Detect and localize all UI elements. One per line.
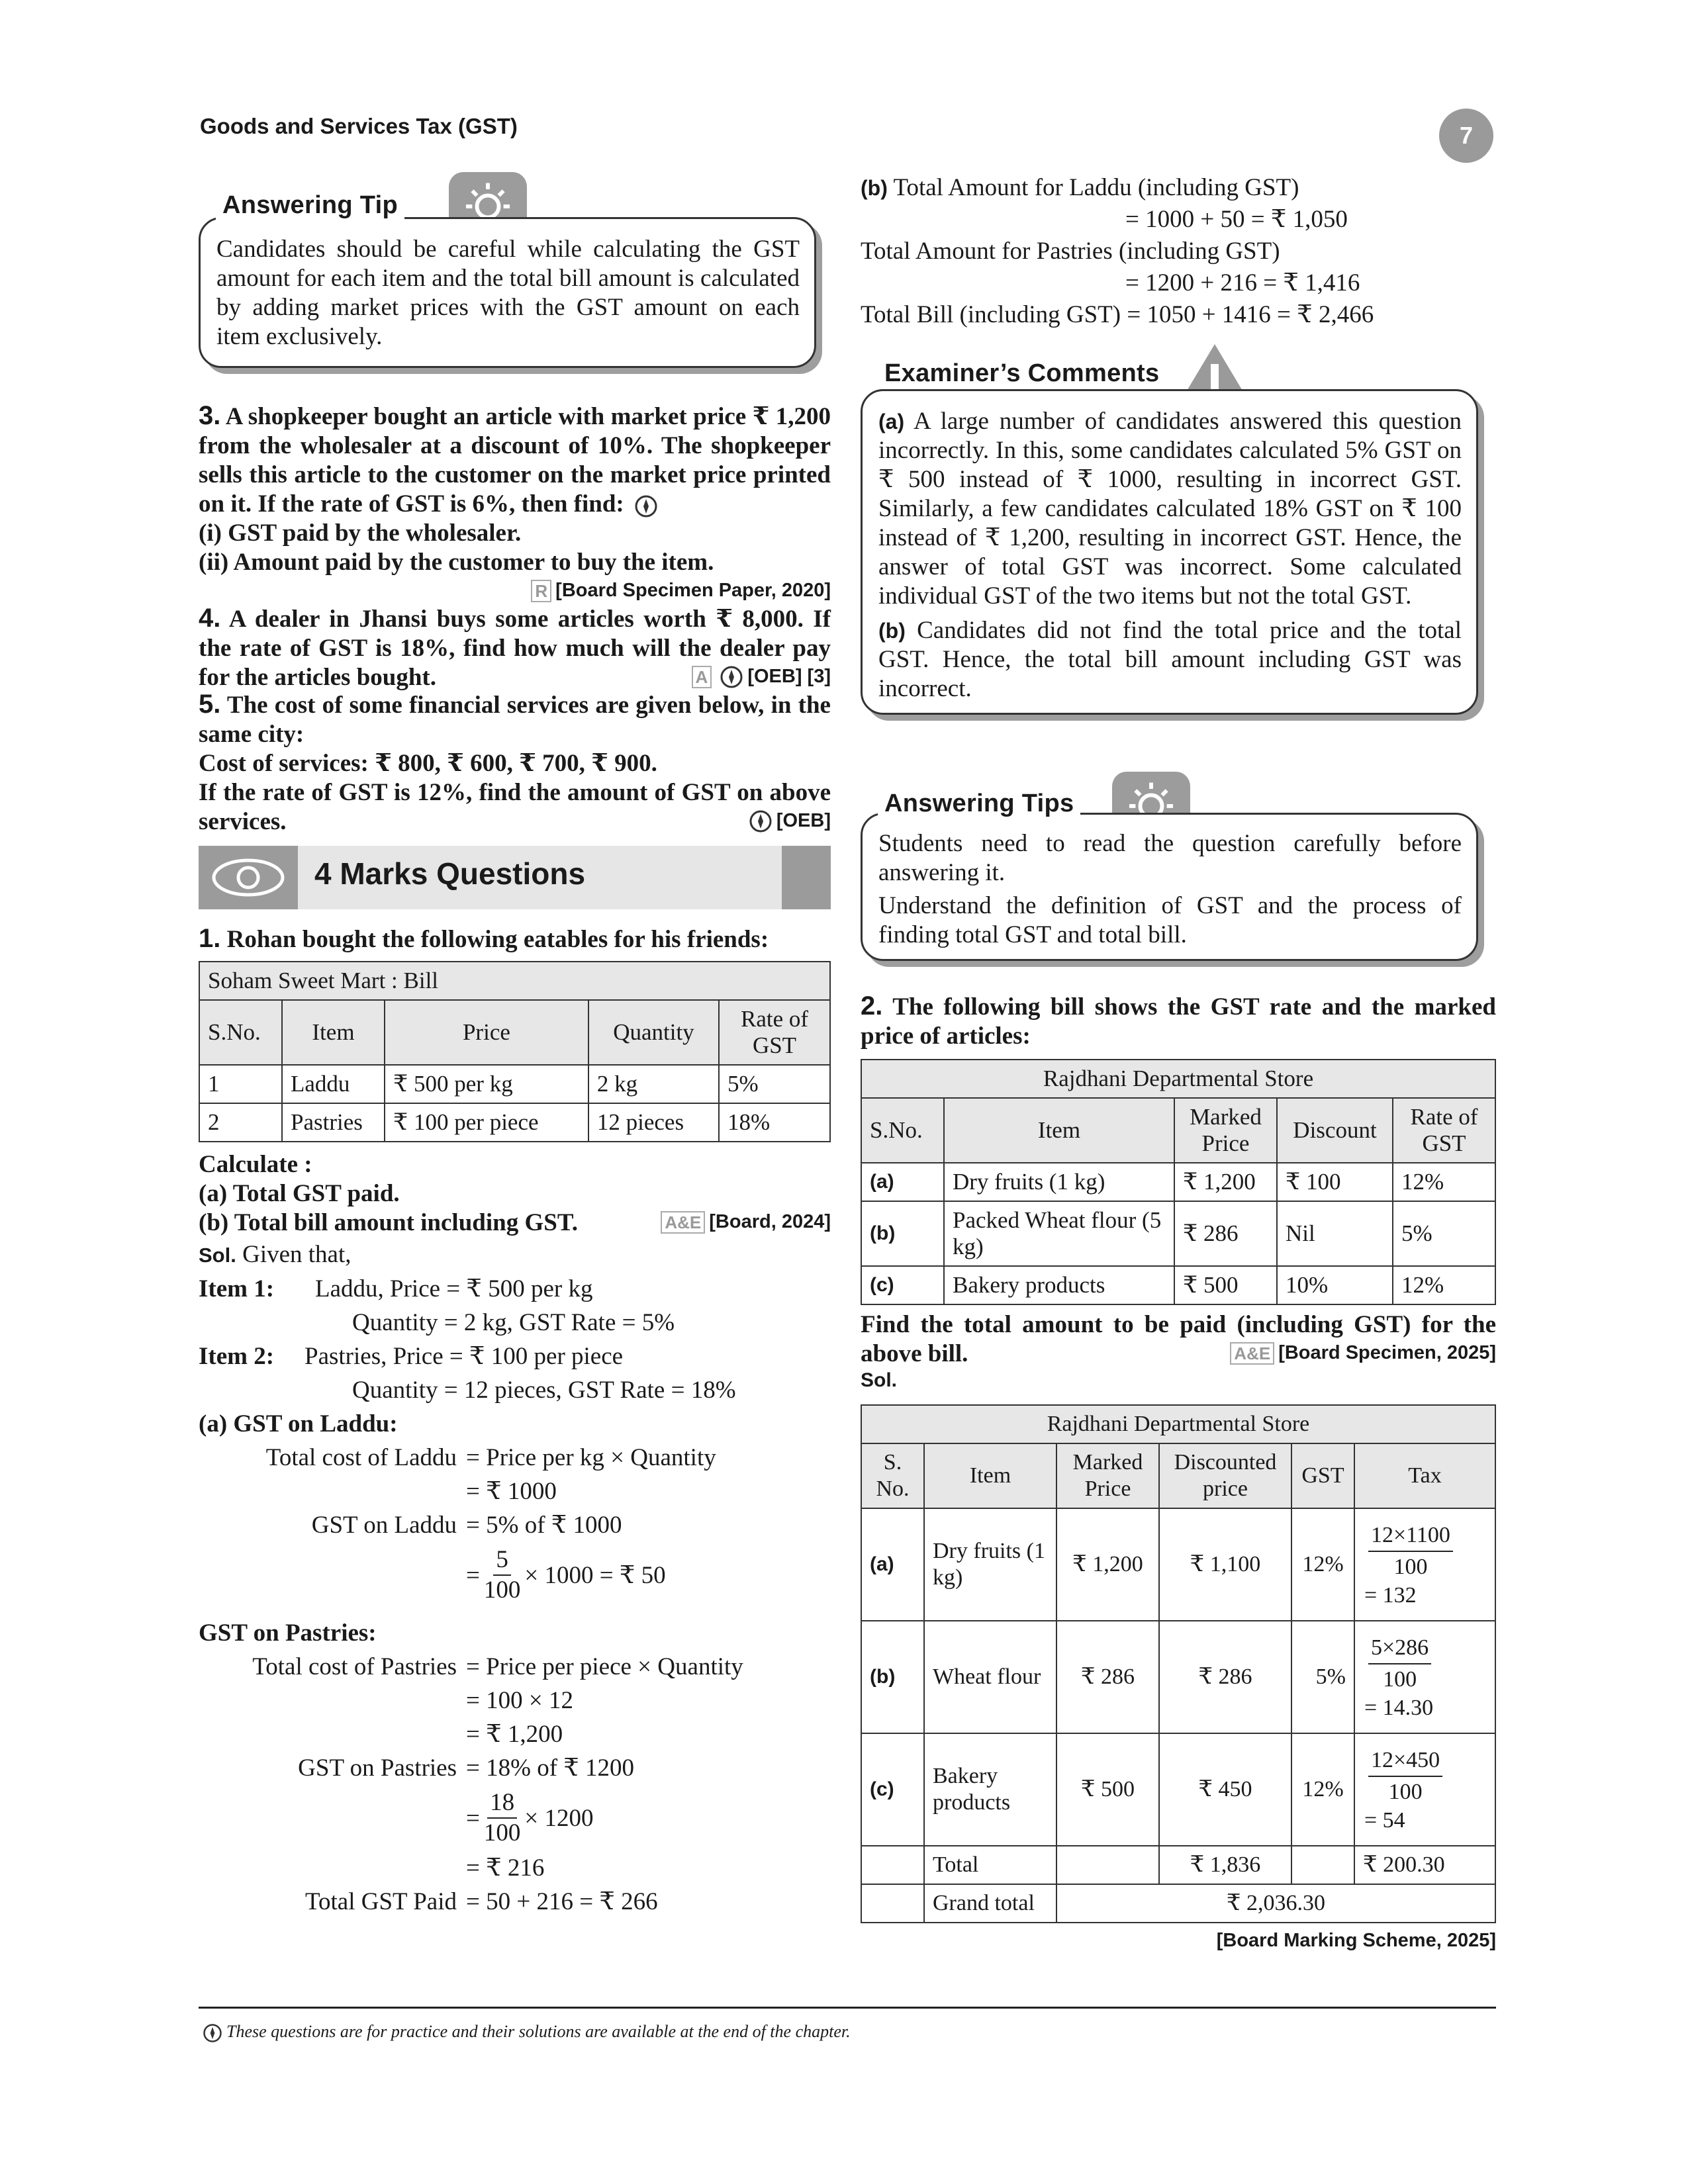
tag-badge: R (531, 580, 551, 602)
comment-text: Candidates did not find the total price and the total GST. Hence, the total bill amount including GST was incorrect. (878, 617, 1462, 702)
table-row (861, 1621, 1495, 1733)
question-reference: [Board Specimen, 2025] (1278, 1342, 1496, 1363)
compass-icon (749, 809, 773, 833)
sol-text: = ₹ 216 (466, 1854, 545, 1882)
question-part-a: (a) Total GST paid. (199, 1180, 400, 1207)
table-cell: Total (924, 1846, 1056, 1884)
table-cell: 12% (1393, 1266, 1495, 1304)
page-number: 7 (1439, 109, 1493, 163)
table-cell: ₹ 1,100 (1159, 1508, 1291, 1621)
table-cell: ₹ 286 (1056, 1621, 1159, 1733)
table-row (861, 1266, 1495, 1304)
tip-text: Understand the definition of GST and the process of finding total GST and total bill. (878, 892, 1462, 948)
comment-text: A large number of candidates answered this question incorrectly. In this, some candidates calculated 5% GST on ₹ 500 instead of ₹ 1000, resulting in incorrect GST. Similarly, a few candidates calculated 18% GST on ₹ 100 instead of ₹ 1,200, resulting in incorrect GST. Hence, the answer of total GST was incorrect. Some calculated individual GST of the two items but not the total GST. (878, 408, 1462, 610)
table-cell: Laddu (282, 1065, 385, 1103)
table-cell: Bakery products (924, 1733, 1056, 1846)
answering-tip-title: Answering Tip (216, 191, 404, 220)
tax-cell (1354, 1621, 1495, 1733)
sol-text: = 1000 + 50 = ₹ 1,050 (1125, 206, 1348, 233)
departmental-store-table (861, 1059, 1496, 1305)
question-text-2: If the rate of GST is 12%, find the amount of GST on above services. (199, 779, 831, 835)
sol-text: Quantity = 2 kg, GST Rate = 5% (352, 1309, 675, 1336)
footer-text: These questions are for practice and their solutions are available at the end of the chapter. (226, 2022, 851, 2041)
answering-tips-box (861, 772, 1496, 991)
compass-icon (634, 494, 658, 518)
table-header: Discount (1277, 1098, 1393, 1163)
table-cell: (a) (861, 1163, 944, 1201)
table-header: Item (282, 1000, 385, 1065)
sol-text: Total Amount for Laddu (including GST) (893, 174, 1299, 201)
table-header: Rate of GST (719, 1000, 830, 1065)
footer-divider (199, 2007, 1496, 2009)
question-reference: [Board Specimen Paper, 2020] (555, 580, 831, 601)
question-reference: [OEB] [3] (747, 666, 831, 687)
question-number: 3. (199, 401, 221, 430)
question-4 (199, 604, 831, 690)
tax-cell (1354, 1733, 1495, 1846)
table-header: Rate of GST (1393, 1098, 1495, 1163)
fraction (484, 1788, 521, 1848)
solution-1 (199, 1238, 831, 1919)
table-row (199, 1065, 830, 1103)
question-number: 5. (199, 690, 221, 719)
table-cell: (a) (861, 1508, 924, 1621)
table-cell: Pastries (282, 1103, 385, 1142)
answering-tip-box (199, 172, 831, 397)
calculate-label: Calculate : (199, 1151, 312, 1178)
right-column (861, 172, 1496, 1954)
sol-label-text: Total cost of Laddu (265, 1444, 457, 1471)
question-number: 1. (199, 924, 221, 953)
table-cell: (b) (861, 1621, 924, 1733)
table-cell: Dry fruits (1 kg) (924, 1508, 1056, 1621)
table-cell (861, 1884, 924, 1923)
tag-badge: A (692, 666, 712, 688)
table-header: S. No. (861, 1443, 924, 1508)
table-title: Soham Sweet Mart : Bill (199, 962, 830, 1000)
table-cell: ₹ 450 (1159, 1733, 1291, 1846)
table-cell: Wheat flour (924, 1621, 1056, 1733)
table-cell: ₹ 1,200 (1056, 1508, 1159, 1621)
table-header: Tax (1354, 1443, 1495, 1508)
table-cell (1056, 1846, 1159, 1884)
table-cell: Dry fruits (1 kg) (944, 1163, 1174, 1201)
tax-result: = 54 (1364, 1808, 1405, 1833)
fraction-denominator: 100 (483, 1819, 521, 1846)
fraction-denominator: 100 (1393, 1555, 1428, 1579)
table-row (861, 1201, 1495, 1266)
table-cell: 1 (199, 1065, 282, 1103)
sol-heading: (a) GST on Laddu: (199, 1410, 398, 1437)
table-cell: 2 kg (588, 1065, 719, 1103)
sol-text: Pastries, Price = ₹ 100 per piece (305, 1343, 624, 1370)
question-text: A shopkeeper bought an article with market price ₹ 1,200 from the wholesaler at a discount of 10%. The shopkeeper sells this article to the customer on the market price printed on it. If the rate of GST is 6%, then find: (199, 403, 831, 518)
table-cell: 12% (1291, 1508, 1354, 1621)
question-part-i: (i) GST paid by the wholesaler. (199, 520, 522, 547)
examiner-comments-box (861, 335, 1496, 772)
question-number: 4. (199, 604, 221, 633)
tax-result: = 14.30 (1364, 1696, 1434, 1720)
sol-label-text: Total GST Paid (305, 1888, 457, 1915)
sol-label-text: GST on Pastries (298, 1754, 457, 1782)
table-cell (1291, 1846, 1354, 1884)
fraction-denominator: 100 (1383, 1667, 1417, 1692)
sol-text: = 100 × 12 (466, 1687, 573, 1714)
table-cell: ₹ 500 (1174, 1266, 1277, 1304)
compass-icon (203, 2023, 222, 2043)
sol-text: = 18% of ₹ 1200 (466, 1754, 635, 1782)
sol-text: = 1200 + 216 = ₹ 1,416 (1125, 269, 1360, 296)
question-text: Find the total amount to be paid (including GST) for the above bill. (861, 1311, 1496, 1367)
sol-text: = 50 + 216 = ₹ 266 (466, 1888, 658, 1915)
question-part-ii: (ii) Amount paid by the customer to buy the item. (199, 549, 714, 576)
table-cell: 12% (1291, 1733, 1354, 1846)
fraction-numerator: 12×450 (1368, 1745, 1442, 1777)
sol-text: = Price per piece × Quantity (466, 1653, 743, 1680)
footer-note (199, 2022, 851, 2043)
table-cell: ₹ 100 (1277, 1163, 1393, 1201)
sol-text: = ₹ 1,200 (466, 1721, 563, 1748)
question-5 (199, 690, 831, 834)
sol-label: Sol. (199, 1244, 236, 1267)
tip-text: Students need to read the question carefully before answering it. (878, 830, 1462, 886)
question-text: The cost of some financial services are given below, in the same city: (199, 692, 831, 748)
table-row (199, 1103, 830, 1142)
table-cell: ₹ 500 (1056, 1733, 1159, 1846)
section-banner (199, 846, 831, 909)
section-title: 4 Marks Questions (314, 856, 586, 891)
sol-text: Total Bill (including GST) = 1050 + 1416 = ₹ 2,466 (861, 301, 1374, 328)
table-cell: ₹ 1,200 (1174, 1163, 1277, 1201)
table-cell: 5% (719, 1065, 830, 1103)
table-cell: 10% (1277, 1266, 1393, 1304)
table-header: Discounted price (1159, 1443, 1291, 1508)
table-cell: 12 pieces (588, 1103, 719, 1142)
compass-icon (720, 665, 743, 689)
table-cell: ₹ 2,036.30 (1056, 1884, 1495, 1923)
question-1 (199, 924, 831, 1238)
table-header: Marked Price (1056, 1443, 1159, 1508)
table-cell: ₹ 286 (1174, 1201, 1277, 1266)
fraction-denominator: 100 (1388, 1780, 1423, 1804)
tag-badge: A&E (1230, 1342, 1274, 1365)
tag-badge: A&E (661, 1211, 705, 1234)
sol-text: = ₹ 1000 (466, 1478, 557, 1505)
question-text: The following bill shows the GST rate and the marked price of articles: (861, 993, 1496, 1050)
sweet-mart-bill-table (199, 961, 831, 1142)
question-reference: [Board, 2024] (709, 1211, 831, 1232)
question-text: A dealer in Jhansi buys some articles worth ₹ 8,000. If the rate of GST is 18%, find how much will the dealer pay for the articles bought. (199, 606, 831, 691)
examiner-comments-title: Examiner’s Comments (878, 359, 1166, 388)
table-title: Rajdhani Departmental Store (861, 1060, 1495, 1098)
table-cell: (c) (861, 1733, 924, 1846)
table-cell: 2 (199, 1103, 282, 1142)
table-header: Item (924, 1443, 1056, 1508)
sol-text: Given that, (242, 1241, 352, 1268)
sol-text: = 5% of ₹ 1000 (466, 1512, 622, 1539)
table-row-total (861, 1846, 1495, 1884)
fraction-numerator: 5×286 (1368, 1633, 1431, 1664)
sol-text: Laddu, Price = ₹ 500 per kg (315, 1275, 593, 1302)
table-title: Rajdhani Departmental Store (861, 1405, 1495, 1443)
table-header: S.No. (861, 1098, 944, 1163)
fraction-numerator: 12×1100 (1368, 1520, 1453, 1552)
table-cell: 12% (1393, 1163, 1495, 1201)
table-row (861, 1163, 1495, 1201)
table-header: GST (1291, 1443, 1354, 1508)
part-label: (b) (878, 619, 906, 643)
sol-label: Sol. (861, 1369, 898, 1391)
solution-table (861, 1404, 1496, 1923)
question-part-b: (b) Total bill amount including GST. (199, 1209, 579, 1236)
question-number: 2. (861, 991, 883, 1021)
eye-icon (199, 846, 298, 909)
table-cell: Bakery products (944, 1266, 1174, 1304)
table-cell: ₹ 500 per kg (385, 1065, 588, 1103)
table-row (861, 1733, 1495, 1846)
table-cell: ₹ 100 per piece (385, 1103, 588, 1142)
sol-text: Quantity = 12 pieces, GST Rate = 18% (352, 1377, 736, 1404)
sol-text: = (466, 1804, 480, 1832)
table-cell: Grand total (924, 1884, 1056, 1923)
fraction-denominator: 100 (483, 1576, 521, 1604)
sol-text: × 1200 (524, 1804, 594, 1832)
answering-tips-title: Answering Tips (878, 789, 1080, 818)
table-cell: ₹ 286 (1159, 1621, 1291, 1733)
sol-text: = (466, 1561, 480, 1589)
table-cell: Nil (1277, 1201, 1393, 1266)
running-header: Goods and Services Tax (GST) (200, 114, 518, 138)
sol-text: Total Amount for Pastries (including GST) (861, 238, 1280, 265)
tax-result: = 132 (1364, 1583, 1417, 1608)
part-label: (a) (878, 410, 905, 433)
table-row-grand-total (861, 1884, 1495, 1923)
fraction (484, 1545, 521, 1605)
part-label: (b) (861, 176, 888, 200)
item-label: Item 1: (199, 1275, 275, 1302)
table-cell: ₹ 200.30 (1354, 1846, 1495, 1884)
table-cell: 5% (1291, 1621, 1354, 1733)
table-cell: (c) (861, 1266, 944, 1304)
sol-label-text: Total cost of Pastries (252, 1653, 457, 1680)
question-costs: Cost of services: ₹ 800, ₹ 600, ₹ 700, ₹ 900. (199, 750, 657, 777)
question-text: Rohan bought the following eatables for his friends: (226, 926, 769, 953)
tip-text: Candidates should be careful while calculating the GST amount for each item and the total bill amount is calculated by adding market prices with the GST amount on each item exclusively. (216, 236, 800, 350)
sol-text: × 1000 = ₹ 50 (524, 1561, 666, 1589)
solution-1-part-b (861, 172, 1496, 331)
question-3 (199, 401, 831, 604)
table-row (861, 1508, 1495, 1621)
table-header: Price (385, 1000, 588, 1065)
question-reference: [OEB] (776, 810, 831, 831)
sol-label-text: GST on Laddu (311, 1512, 457, 1539)
solution-reference: [Board Marking Scheme, 2025] (1216, 1930, 1496, 1951)
banner-tab (782, 846, 831, 909)
tax-cell (1354, 1508, 1495, 1621)
item-label: Item 2: (199, 1343, 275, 1370)
table-cell: Packed Wheat flour (5 kg) (944, 1201, 1174, 1266)
table-header: S.No. (199, 1000, 282, 1065)
fraction-numerator: 5 (493, 1545, 511, 1576)
table-cell: ₹ 1,836 (1159, 1846, 1291, 1884)
question-2 (861, 991, 1496, 1395)
table-cell (861, 1846, 924, 1884)
sol-text: = Price per kg × Quantity (466, 1444, 716, 1471)
sol-heading: GST on Pastries: (199, 1619, 377, 1647)
table-cell: (b) (861, 1201, 944, 1266)
table-cell: 18% (719, 1103, 830, 1142)
table-header: Quantity (588, 1000, 719, 1065)
table-header: Item (944, 1098, 1174, 1163)
table-cell: 5% (1393, 1201, 1495, 1266)
left-column (199, 172, 831, 1919)
fraction-numerator: 18 (487, 1788, 517, 1819)
table-header: Marked Price (1174, 1098, 1277, 1163)
